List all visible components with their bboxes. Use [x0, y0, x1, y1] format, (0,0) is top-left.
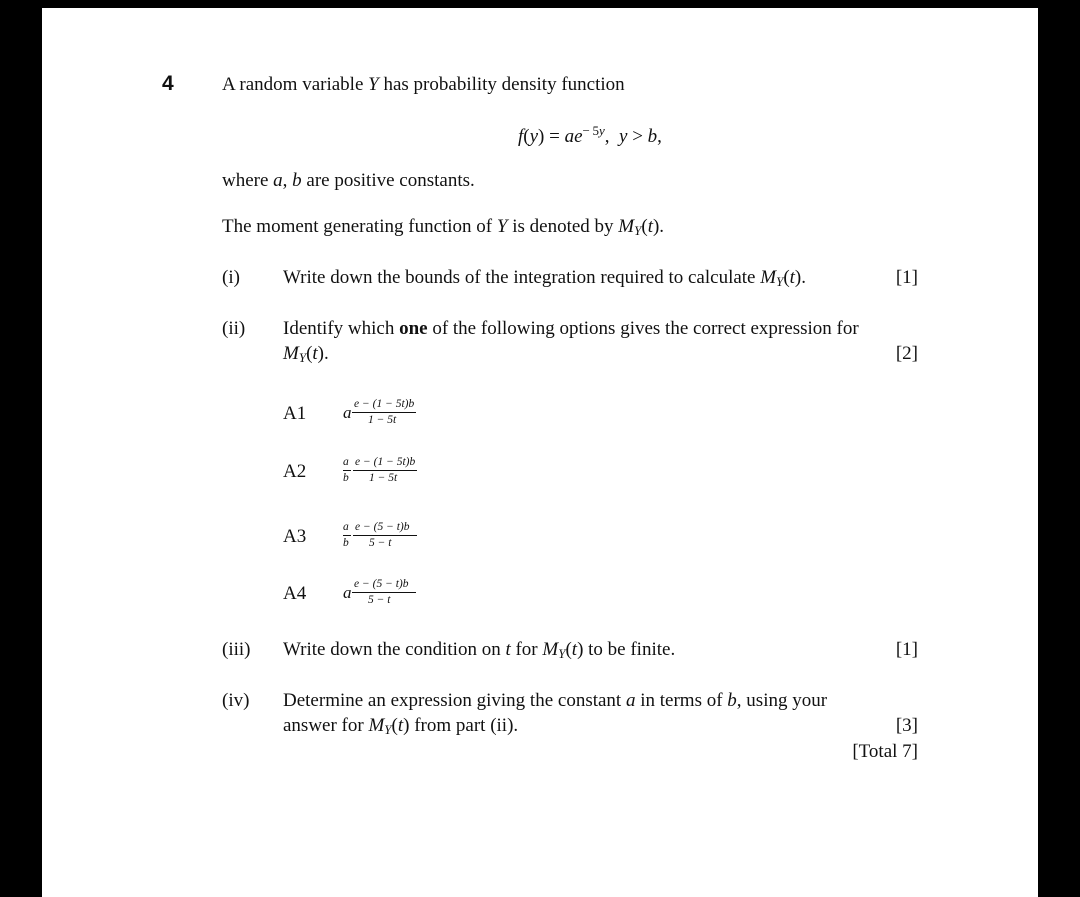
- part-i-text: Write down the bounds of the integration required to calculate $M_Y(t)$.: [283, 267, 806, 289]
- part-iii-marks: [1]: [895, 639, 918, 660]
- option-label: A1: [283, 403, 307, 424]
- pdf-formula: $f(y) = ae^{- 5y}$, y > b,: [518, 123, 662, 147]
- coef-bar: [343, 470, 351, 471]
- fraction-numerator: e − (5 − t)b: [354, 578, 409, 590]
- coef-numerator: a: [343, 521, 349, 533]
- coef-denominator: b: [343, 537, 349, 549]
- part-iii-label: (iii): [222, 639, 251, 660]
- part-ii-marks: [2]: [895, 343, 918, 364]
- exam-page: [42, 8, 1038, 897]
- fraction-numerator: e − (5 − t)b: [355, 521, 410, 533]
- fraction-bar: [352, 412, 416, 413]
- option-label: A4: [283, 583, 307, 604]
- fraction-denominator: 5 − t: [368, 594, 391, 606]
- total-marks: [Total 7]: [852, 741, 918, 762]
- fraction-numerator: e − (1 − 5t)b: [354, 398, 415, 410]
- coef-numerator: a: [343, 456, 349, 468]
- part-ii-label: (ii): [222, 318, 246, 339]
- part-ii-text-line1: Identify which one of the following options gives the correct expression for: [283, 318, 859, 339]
- option-prefix: a: [343, 403, 352, 422]
- coef-denominator: b: [343, 472, 349, 484]
- part-iii-text: Write down the condition on t for $M_Y(t)$ to be finite.: [283, 639, 676, 661]
- part-iv-text-line2: answer for $M_Y(t)$ from part (ii).: [283, 715, 519, 737]
- option-label: A2: [283, 461, 307, 482]
- question-intro: A random variable Y has probability density function: [222, 74, 625, 95]
- part-i-marks: [1]: [895, 267, 918, 288]
- fraction-bar: [353, 470, 417, 471]
- question-number: 4: [162, 72, 174, 95]
- fraction-numerator: e − (1 − 5t)b: [355, 456, 416, 468]
- option-label: A3: [283, 526, 307, 547]
- part-ii-text-line2: $M_Y(t)$.: [283, 343, 329, 365]
- fraction-bar: [352, 592, 416, 593]
- part-i-label: (i): [222, 267, 240, 288]
- part-iv-marks: [3]: [895, 715, 918, 736]
- fraction-denominator: 1 − 5t: [368, 414, 397, 426]
- constants-text: where a, b are positive constants.: [222, 170, 475, 191]
- fraction-denominator: 5 − t: [369, 537, 392, 549]
- part-iv-text-line1: Determine an expression giving the constant a in terms of b, using your: [283, 690, 828, 711]
- fraction-bar: [353, 535, 417, 536]
- option-prefix: a: [343, 583, 352, 602]
- mgf-text: The moment generating function of Y is denoted by $M_Y(t)$.: [222, 216, 665, 238]
- coef-bar: [343, 535, 351, 536]
- part-iv-label: (iv): [222, 690, 250, 711]
- fraction-denominator: 1 − 5t: [369, 472, 398, 484]
